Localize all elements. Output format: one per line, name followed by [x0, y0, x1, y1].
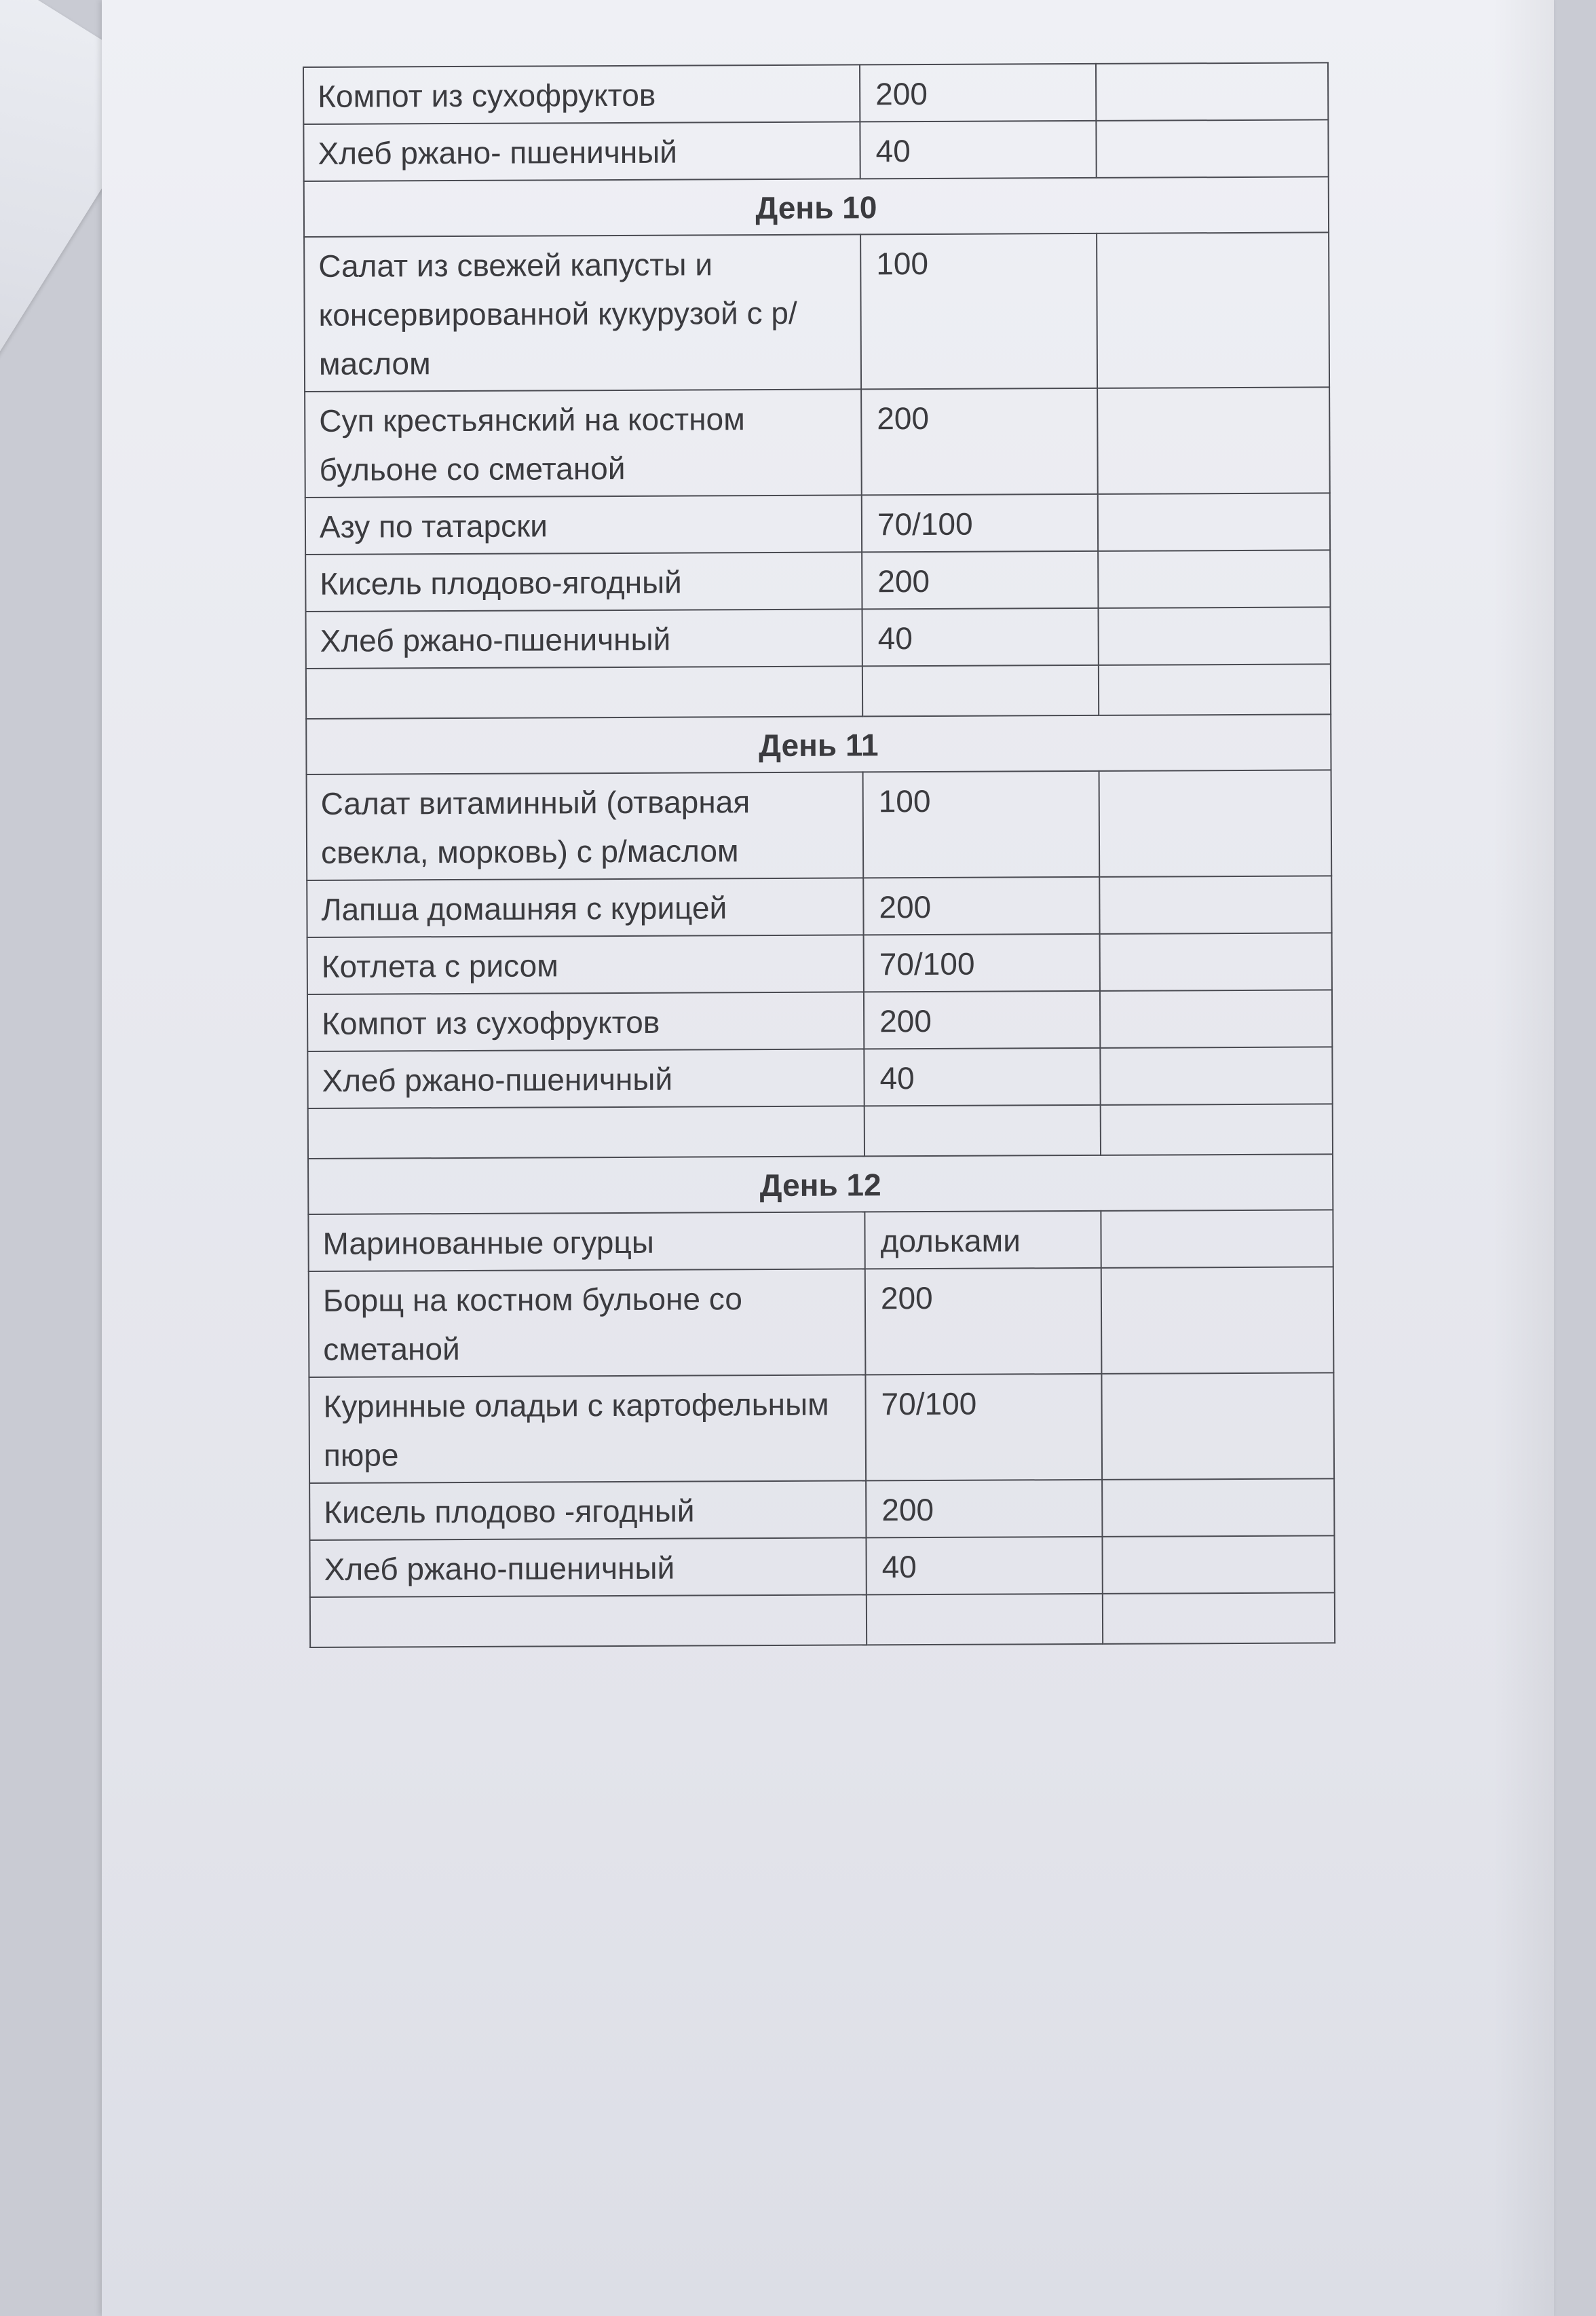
amount-cell: 200 — [865, 1268, 1102, 1375]
day-header: День 10 — [304, 176, 1329, 237]
amount-cell — [862, 665, 1099, 717]
dish-cell — [310, 1594, 867, 1647]
amount-cell — [864, 1105, 1101, 1157]
dish-cell: Котлета с рисом — [307, 935, 864, 994]
table-row — [307, 1047, 1332, 1108]
amount-cell: 40 — [864, 1048, 1100, 1106]
amount-cell: 200 — [863, 877, 1099, 935]
dish-cell — [308, 1106, 864, 1159]
amount-cell: 40 — [866, 1537, 1102, 1595]
dish-cell: Компот из сухофруктов — [303, 64, 860, 124]
table-row — [309, 1478, 1334, 1540]
amount-cell: 100 — [860, 234, 1097, 390]
table-row — [305, 550, 1330, 612]
notes-cell — [1101, 1104, 1333, 1155]
notes-cell — [1103, 1592, 1335, 1643]
dish-cell: Борщ на костном бульоне со сметаной — [309, 1269, 866, 1377]
notes-cell — [1097, 232, 1329, 388]
day-header: День 11 — [306, 714, 1331, 774]
table-row — [306, 607, 1331, 669]
menu-table — [303, 62, 1335, 1648]
notes-cell — [1098, 493, 1330, 550]
dish-cell: Лапша домашняя с курицей — [307, 878, 863, 937]
notes-cell — [1099, 770, 1332, 876]
table-row — [309, 1372, 1334, 1483]
amount-cell: 200 — [864, 991, 1100, 1049]
notes-cell — [1101, 1210, 1333, 1267]
dish-cell: Салат из свежей капусты и консервированной кукурузой с р/маслом — [304, 234, 861, 392]
day-header-row — [308, 1154, 1333, 1214]
amount-cell: 200 — [861, 388, 1098, 496]
notes-cell — [1099, 876, 1331, 933]
amount-cell: 40 — [860, 121, 1096, 179]
notes-cell — [1096, 62, 1328, 120]
notes-cell — [1102, 1535, 1334, 1593]
table-row — [308, 1210, 1333, 1271]
dish-cell: Хлеб ржано-пшеничный — [307, 1049, 864, 1108]
table-row — [305, 493, 1330, 555]
amount-cell: дольками — [864, 1211, 1101, 1269]
menu-table-body — [303, 62, 1335, 1647]
notes-cell — [1101, 1267, 1334, 1373]
table-row — [304, 232, 1329, 392]
table-row — [305, 387, 1330, 498]
day-header-row — [304, 176, 1329, 237]
notes-cell — [1097, 387, 1330, 493]
dish-cell: Хлеб ржано-пшеничный — [306, 609, 862, 669]
notes-cell — [1098, 607, 1330, 665]
table-row — [307, 933, 1332, 994]
empty-row — [310, 1592, 1335, 1647]
table-row — [303, 119, 1328, 181]
empty-row — [306, 664, 1331, 719]
day-header: День 12 — [308, 1154, 1333, 1214]
dish-cell: Компот из сухофруктов — [307, 992, 864, 1051]
amount-cell — [867, 1594, 1103, 1645]
dish-cell: Хлеб ржано-пшеничный — [309, 1537, 866, 1597]
amount-cell: 70/100 — [865, 1374, 1102, 1481]
notes-cell — [1099, 664, 1331, 715]
notes-cell — [1100, 933, 1332, 990]
amount-cell: 200 — [866, 1480, 1102, 1538]
dish-cell: Хлеб ржано- пшеничный — [303, 122, 860, 181]
table-row — [309, 1267, 1334, 1377]
amount-cell: 70/100 — [864, 934, 1100, 992]
table-row — [307, 770, 1332, 880]
amount-cell: 100 — [863, 771, 1100, 878]
dish-cell: Куринные оладьи с картофельным пюре — [309, 1375, 866, 1483]
dish-cell: Кисель плодово -ягодный — [309, 1480, 866, 1540]
dish-cell: Суп крестьянский на костном бульоне со сметаной — [305, 389, 862, 498]
dish-cell — [306, 666, 862, 719]
dish-cell: Кисель плодово-ягодный — [305, 552, 862, 612]
day-header-row — [306, 714, 1331, 774]
notes-cell — [1101, 1372, 1334, 1479]
notes-cell — [1098, 550, 1330, 608]
notes-cell — [1100, 1047, 1332, 1104]
amount-cell: 40 — [862, 608, 1098, 667]
table-row — [307, 990, 1332, 1051]
dish-cell: Азу по татарски — [305, 495, 862, 555]
dish-cell: Маринованные огурцы — [308, 1212, 864, 1271]
amount-cell: 200 — [860, 64, 1096, 122]
amount-cell: 200 — [862, 551, 1098, 610]
notes-cell — [1102, 1478, 1334, 1536]
paper-sheet — [102, 0, 1554, 2316]
amount-cell: 70/100 — [862, 494, 1098, 553]
notes-cell — [1096, 119, 1328, 177]
empty-row — [308, 1104, 1333, 1159]
table-row — [303, 62, 1328, 124]
table-row — [309, 1535, 1334, 1597]
table-row — [307, 876, 1331, 937]
notes-cell — [1100, 990, 1332, 1047]
dish-cell: Салат витаминный (отварная свекла, морковь) с р/маслом — [307, 772, 864, 880]
